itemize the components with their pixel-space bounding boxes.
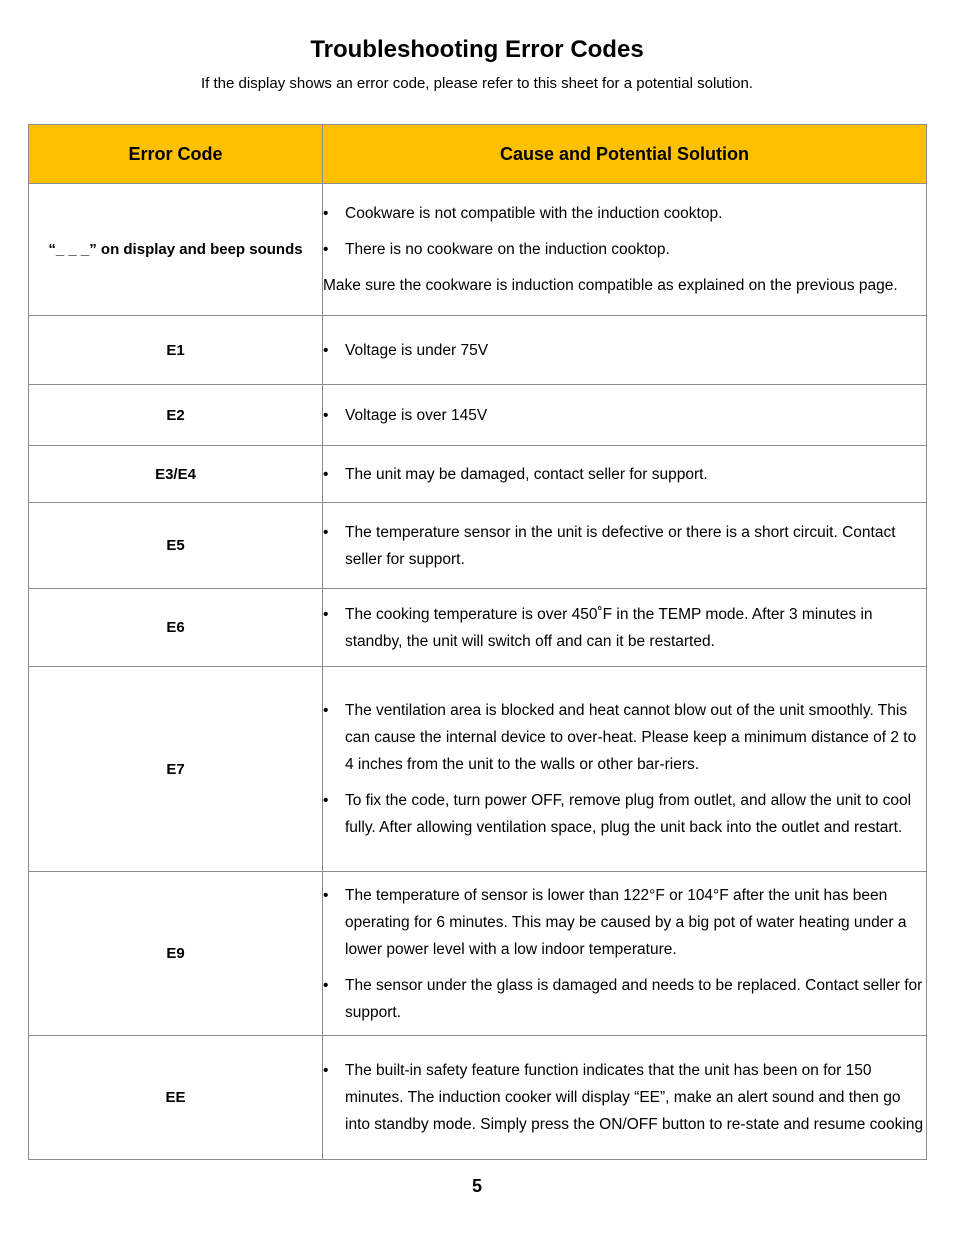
table-row [29,316,927,385]
bullet-item [323,882,926,963]
bullet-text: The temperature sensor in the unit is defective or there is a short circuit. Contact seller for support. [345,523,896,568]
bullet-text: Cookware is not compatible with the induction cooktop. [345,205,723,222]
error-code-cell: E9 [29,872,323,1036]
bullet-icon: • [323,976,329,994]
error-code-cell: E6 [29,589,323,667]
bullet-item [323,787,926,841]
error-code-cell: “_ _ _” on display and beep sounds [29,184,323,316]
table-row [29,503,927,589]
page-subtitle: If the display shows an error code, please refer to this sheet for a potential solution. [201,75,753,92]
bullet-text: Voltage is under 75V [345,341,489,359]
bullet-icon: • [323,241,329,258]
error-code-cell: EE [29,1036,323,1160]
solution-cell [323,446,927,503]
bullet-item [323,972,926,1026]
table-row [29,385,927,446]
bullet-text: The temperature of sensor is lower than 122°F or 104°F after the unit has been operating for 6 minutes. This may be caused by a big pot of water heating under a lower power level with a low indoor temperature. [345,886,907,958]
error-code-cell: E3/E4 [29,446,323,503]
table-row [29,1036,927,1160]
solution-cell [323,1036,927,1160]
bullet-text: The unit may be damaged, contact seller for support. [345,465,708,483]
bullet-icon: • [323,1062,329,1079]
bullet-icon: • [323,605,329,623]
solution-cell [323,667,927,872]
error-code-cell: E5 [29,503,323,589]
bullet-icon: • [323,523,329,541]
table-row [29,446,927,503]
bullet-item [323,461,926,488]
solution-cell [323,316,927,385]
bullet-text: The cooking temperature is over 450˚F in the TEMP mode. After 3 minutes in standby, the unit will switch off and can it be restarted. [345,605,873,650]
bullet-item [323,519,926,573]
bullet-item [323,601,926,655]
solution-cell [323,872,927,1036]
table-row [29,589,927,667]
header-cause-solution: Cause and Potential Solution [323,125,927,184]
bullet-item [323,402,926,429]
bullet-icon: • [323,406,329,424]
error-code-cell: E2 [29,385,323,446]
bullet-text: The ventilation area is blocked and heat cannot blow out of the unit smoothly. This can cause the internal device to over-heat. Please keep a minimum distance of 2 to 4 inches from the unit to the walls or other bar-riers. [345,702,917,773]
header-error-code: Error Code [29,125,323,184]
bullet-item [323,1057,926,1138]
bullet-icon: • [323,702,329,719]
bullet-icon: • [323,465,329,483]
bullet-item [323,236,926,263]
bullet-icon: • [323,205,329,222]
bullet-item [323,697,926,778]
bullet-text: The built-in safety feature function indicates that the unit has been on for 150 minutes. The induction cooker will display “EE”, make an alert sound and then go into standby mode. Simply press the ON/OFF button to re-state and resume cooking [345,1062,924,1133]
table-header-row [29,125,927,184]
bullet-text: There is no cookware on the induction cooktop. [345,241,670,258]
bullet-item [323,337,926,364]
error-code-cell: E7 [29,667,323,872]
page-number: 5 [471,1176,482,1196]
solution-cell [323,589,927,667]
bullet-text: Voltage is over 145V [345,406,488,424]
table-row [29,872,927,1036]
bullet-text: The sensor under the glass is damaged and needs to be replaced. Contact seller for support. [345,976,923,1021]
table-row [29,667,927,872]
bullet-icon: • [323,792,329,809]
solution-cell [323,385,927,446]
solution-cell [323,184,927,316]
bullet-text: To fix the code, turn power OFF, remove plug from outlet, and allow the unit to cool fully. After allowing ventilation space, plug the unit back into the outlet and restart. [345,792,912,836]
solution-cell [323,503,927,589]
bullet-item [323,200,926,227]
page-title: Troubleshooting Error Codes [310,36,644,63]
solution-note: Make sure the cookware is induction compatible as explained on the previous page. [323,277,898,294]
error-code-cell: E1 [29,316,323,385]
error-code-table [28,124,927,1160]
table-row [29,184,927,316]
bullet-icon: • [323,886,329,904]
bullet-icon: • [323,341,329,359]
